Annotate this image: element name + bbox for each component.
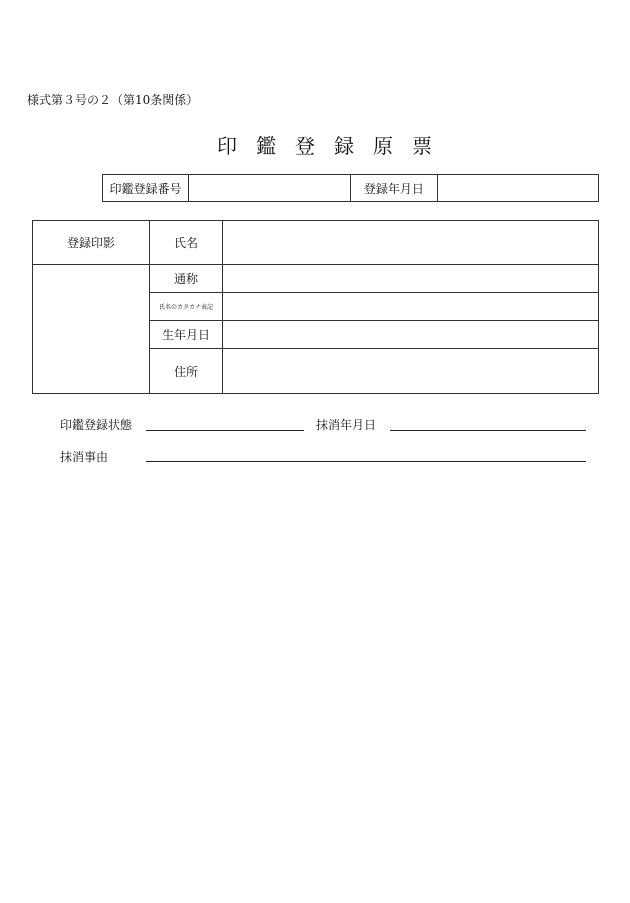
seal-impression-label: 登録印影 [33,221,150,265]
cancellation-reason-line [146,461,586,462]
page-title: 印鑑登録原票 [217,134,451,158]
birth-date-field[interactable] [223,321,599,349]
cancellation-date-line [390,430,586,431]
registration-number-field[interactable] [188,175,350,202]
registration-number-label: 印鑑登録番号 [103,175,189,202]
cancellation-reason-label: 抹消事由 [60,450,109,464]
name-label: 氏名 [150,221,223,265]
seal-impression-area[interactable] [33,265,150,394]
registrant-info-table [32,220,599,394]
registration-table [102,174,599,202]
alias-label: 通称 [150,265,223,293]
cancellation-date-label: 抹消年月日 [316,418,377,432]
registration-date-label: 登録年月日 [350,175,438,202]
address-label: 住所 [150,349,223,394]
registration-date-field[interactable] [438,175,599,202]
registration-status-line [146,430,304,431]
address-field[interactable] [223,349,599,394]
birth-date-label: 生年月日 [150,321,223,349]
registration-status-label: 印鑑登録状態 [60,418,133,432]
name-field[interactable] [223,221,599,265]
alias-field[interactable] [223,265,599,293]
name-kana-field[interactable] [223,293,599,321]
name-kana-label: 氏名のカタカナ表記 [150,293,223,321]
form-number-label: 様式第３号の２（第10条関係） [27,93,199,107]
